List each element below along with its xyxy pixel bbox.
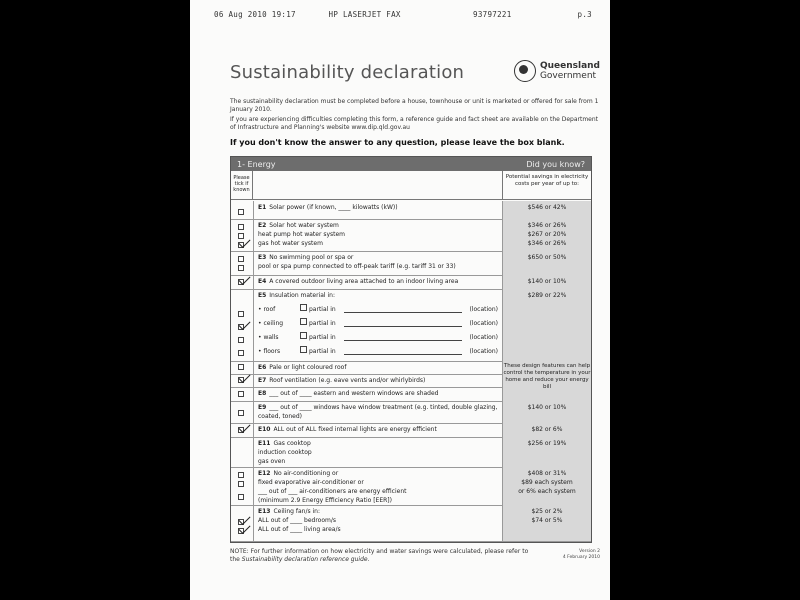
item-cell: [254, 219, 503, 251]
table-row: [231, 201, 591, 220]
fax-date: 06 Aug 2010 19:17: [214, 10, 296, 19]
savings-cell: These design features can help control the temperature in your home and reduce your energy bill: [503, 361, 591, 401]
item-text: ___ out of ____ eastern and western windows are shaded: [269, 390, 439, 397]
tick-cell: [231, 505, 254, 541]
item-code: E8: [258, 390, 267, 397]
insulation-line: • walls partial in (location): [258, 333, 498, 341]
did-you-know: Did you know?: [526, 159, 585, 169]
tick-cell: [231, 437, 254, 467]
fax-page: p.3: [577, 10, 592, 19]
tick-checkbox[interactable]: [238, 472, 244, 478]
item-code: E10: [258, 426, 271, 433]
savings-cell: $256 or 19%: [503, 437, 591, 467]
item-code: E3: [258, 254, 267, 261]
tick-checkbox[interactable]: [238, 350, 244, 356]
tick-cell: [231, 275, 254, 289]
item-cell: [254, 401, 503, 423]
item-cell: [254, 437, 503, 467]
tick-checkbox[interactable]: [238, 224, 244, 230]
item-text: ___ out of ____ windows have window treatment (e.g. tinted, double glazing, coated, toned): [258, 404, 498, 420]
savings-cell: $546 or 42%: [503, 201, 591, 219]
document-page: [190, 0, 610, 600]
item-text: No swimming pool or spa or pool or spa pump connected to off-peak tariff (e.g. tariff 31 or 33): [258, 254, 456, 270]
table-row: [231, 401, 591, 424]
tick-checkbox[interactable]: [238, 528, 244, 534]
tick-checkbox[interactable]: [238, 494, 244, 500]
fax-number: 93797221: [473, 10, 512, 19]
tick-cell: [231, 387, 254, 401]
insulation-line: • roof partial in (location): [258, 305, 498, 313]
tick-cell: [231, 401, 254, 423]
savings-cell: $289 or 22%: [503, 289, 591, 361]
item-code: E7: [258, 377, 267, 384]
item-text: Solar hot water system heat pump hot water system gas hot water system: [258, 222, 346, 247]
section-title: 1- Energy: [237, 159, 276, 169]
item-code: E2: [258, 222, 267, 229]
version-info: Version 2 4 February 2010: [562, 549, 600, 560]
savings-cell: $25 or 2% $74 or 5%: [503, 505, 591, 541]
tick-cell: [231, 219, 254, 251]
item-code: E6: [258, 364, 267, 371]
tick-checkbox[interactable]: [238, 256, 244, 262]
item-cell: [254, 361, 503, 374]
intro-paragraph: If you are experiencing difficulties completing this form, a reference guide and fact sheet are available on the Department of Infrastructure and Planning's website www.dip.qld.gov.au: [230, 116, 599, 131]
tick-cell: [231, 289, 254, 361]
tick-checkbox[interactable]: [238, 265, 244, 271]
item-text: Solar power (if known, ____ kilowatts (kW)): [269, 204, 398, 211]
tick-checkbox[interactable]: [238, 279, 244, 285]
location-field[interactable]: [344, 319, 462, 327]
fax-header: [214, 10, 592, 19]
item-text: Ceiling fan/s in: ALL out of ____ bedroom/s ALL out of ____ living area/s: [258, 508, 341, 533]
table-row: [231, 289, 591, 362]
partial-checkbox[interactable]: [300, 332, 307, 339]
item-text: Roof ventilation (e.g. eave vents and/or whirlybirds): [269, 377, 426, 384]
table-row: [231, 467, 591, 506]
table-row: [231, 275, 591, 290]
logo-line1: Queensland: [539, 61, 600, 71]
item-code: E11: [258, 440, 271, 447]
item-text: Insulation material in:: [269, 292, 335, 299]
table-row: [231, 219, 591, 252]
footnote: NOTE: For further information on how electricity and water savings were calculated, please refer to the Sustainability declaration reference guide.: [230, 548, 529, 563]
partial-checkbox[interactable]: [300, 318, 307, 325]
tick-checkbox[interactable]: [238, 311, 244, 317]
item-code: E1: [258, 204, 267, 211]
tick-checkbox[interactable]: [238, 377, 244, 383]
item-text: A covered outdoor living area attached to an indoor living area: [269, 278, 459, 285]
item-cell: [254, 251, 503, 275]
page-title: Sustainability declaration: [230, 62, 465, 83]
item-text: Pale or light coloured roof: [269, 364, 347, 371]
item-cell: [254, 201, 503, 219]
item-text: No air-conditioning or fixed evaporative air-conditioner or ___ out of ___ air-conditioners are energy efficient (minimum 2.9 Energy Efficiency Ratio [EER]): [258, 470, 407, 504]
savings-cell: $650 or 50%: [503, 251, 591, 275]
insulation-line: • ceiling partial in (location): [258, 319, 498, 327]
tick-checkbox[interactable]: [238, 324, 244, 330]
item-text: Gas cooktop induction cooktop gas oven: [258, 440, 312, 465]
table-row: [231, 251, 591, 276]
tick-checkbox[interactable]: [238, 410, 244, 416]
tick-checkbox[interactable]: [238, 391, 244, 397]
item-cell: [254, 387, 503, 401]
tick-cell: [231, 201, 254, 219]
item-code: E5: [258, 292, 267, 299]
tick-cell: [231, 423, 254, 437]
tick-column-header: Please tick if known: [231, 171, 253, 199]
section-header: [231, 157, 591, 171]
partial-checkbox[interactable]: [300, 304, 307, 311]
item-cell: [254, 467, 503, 505]
savings-cell: $140 or 10%: [503, 401, 591, 423]
energy-table: [230, 156, 592, 543]
intro-text: [230, 98, 600, 134]
tick-checkbox[interactable]: [238, 481, 244, 487]
item-text: ALL out of ALL fixed internal lights are energy efficient: [273, 426, 437, 433]
item-cell: [254, 505, 503, 541]
table-row: [231, 505, 591, 542]
item-code: E9: [258, 404, 267, 411]
column-headers: [231, 171, 591, 200]
savings-column-header: Potential savings in electricity costs per year of up to:: [505, 174, 589, 187]
tick-checkbox[interactable]: [238, 337, 244, 343]
savings-cell: $346 or 26% $267 or 20% $346 or 26%: [503, 219, 591, 251]
item-cell: [254, 275, 503, 289]
savings-cell: $82 or 6%: [503, 423, 591, 437]
location-field[interactable]: [344, 347, 462, 355]
partial-checkbox[interactable]: [300, 346, 307, 353]
government-logo: [514, 60, 600, 82]
savings-cell: $140 or 10%: [503, 275, 591, 289]
item-code: E12: [258, 470, 271, 477]
item-cell: [254, 374, 503, 387]
tick-checkbox[interactable]: [238, 427, 244, 433]
table-row: [231, 437, 591, 468]
tick-checkbox[interactable]: [238, 242, 244, 248]
logo-line2: Government: [539, 71, 597, 81]
tick-checkbox[interactable]: [238, 364, 244, 370]
tick-cell: [231, 361, 254, 374]
item-cell: [254, 423, 503, 437]
tick-checkbox[interactable]: [238, 209, 244, 215]
tick-cell: [231, 251, 254, 275]
insulation-line: • floors partial in (location): [258, 347, 498, 355]
item-cell: [254, 289, 503, 361]
fax-machine: HP LASERJET FAX: [328, 10, 401, 19]
location-field[interactable]: [344, 305, 462, 313]
item-code: E4: [258, 278, 267, 285]
crest-icon: [514, 60, 536, 82]
instruction: If you don't know the answer to any question, please leave the box blank.: [230, 138, 565, 147]
savings-cell: $408 or 31% $89 each system or 6% each system: [503, 467, 591, 505]
tick-cell: [231, 374, 254, 387]
intro-paragraph: The sustainability declaration must be completed before a house, townhouse or unit is marketed or offered for sale from 1 January 2010.: [230, 98, 599, 113]
location-field[interactable]: [344, 333, 462, 341]
item-code: E13: [258, 508, 271, 515]
table-row: [231, 423, 591, 438]
tick-cell: [231, 467, 254, 505]
